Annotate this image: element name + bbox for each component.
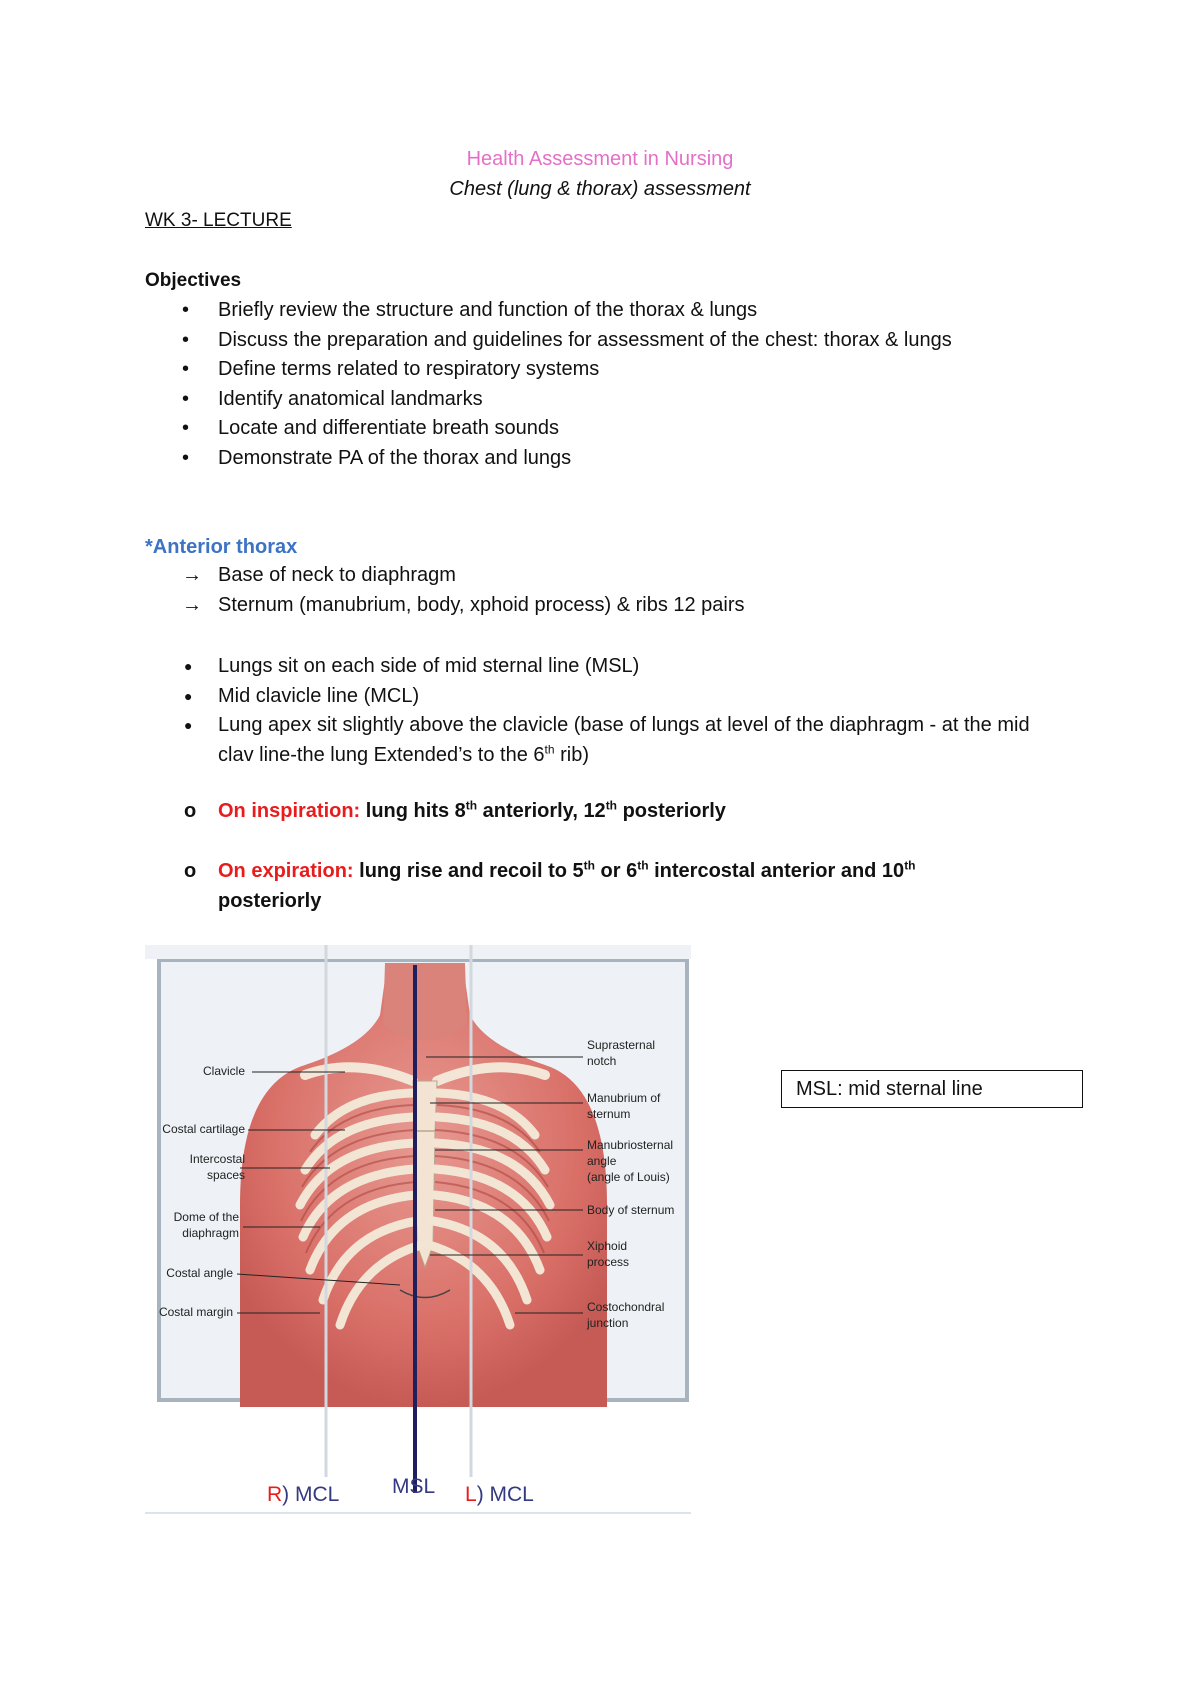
label-suprasternal: Suprasternal — [587, 1038, 656, 1052]
label-costal-cartilage: Costal cartilage — [162, 1122, 245, 1136]
neck-shape — [383, 963, 467, 1040]
label-left-mcl: L) MCL — [465, 1483, 534, 1506]
label-dome-of-the: Dome of the — [173, 1210, 239, 1224]
label-costochondral: Costochondral — [587, 1300, 665, 1314]
bullet-marker: • — [182, 446, 190, 469]
label-intercostal: Intercostal — [189, 1152, 245, 1166]
document-subtitle: Chest (lung & thorax) assessment — [449, 178, 751, 200]
anterior-arrow-list — [182, 561, 745, 620]
list-item: • Discuss the preparation and guidelines for assessment of the chest: thorax & lungs — [182, 326, 952, 356]
label-right-mcl: R) MCL — [267, 1483, 340, 1506]
inspiration-label: On inspiration: — [218, 800, 361, 822]
frame-top-band — [145, 945, 691, 959]
label-msl: MSL — [392, 1475, 436, 1498]
label-process: process — [587, 1255, 630, 1269]
list-item: ● Lung apex sit slightly above the clavicle (base of lungs at level of the diaphragm - at the mid clav line-the lung Extended’s to the 6th rib) — [182, 711, 1062, 770]
bullet-marker: • — [182, 417, 190, 440]
anterior-thorax-heading: *Anterior thorax — [145, 536, 298, 558]
expiration-item: o On expiration: lung rise and recoil to 5th or 6th intercostal anterior and 10th posteriorly — [184, 858, 916, 912]
label-costal-angle: Costal angle — [166, 1266, 233, 1280]
list-item: • Locate and differentiate breath sounds — [182, 414, 952, 444]
circle-marker: o — [184, 860, 197, 882]
dot-marker: ● — [184, 717, 193, 734]
list-item: • Briefly review the structure and function of the thorax & lungs — [182, 296, 952, 326]
bullet-marker: • — [182, 387, 190, 410]
list-item: • Define terms related to respiratory systems — [182, 355, 952, 385]
label-spaces: spaces — [206, 1168, 245, 1182]
inspiration-item: o On inspiration: lung hits 8th anteriorly, 12th posteriorly — [182, 797, 1098, 827]
list-item: → Base of neck to diaphragm — [182, 561, 745, 591]
label-diaphragm: diaphragm — [182, 1226, 239, 1240]
dot-marker: ● — [184, 687, 193, 704]
document-title: Health Assessment in Nursing — [466, 148, 734, 170]
bullet-marker: • — [182, 299, 190, 321]
circle-marker: o — [184, 800, 197, 822]
label-angle: angle — [587, 1154, 617, 1168]
label-body-of-sternum: Body of sternum — [587, 1203, 675, 1217]
msl-callout-box: MSL: mid sternal line — [781, 1070, 1083, 1108]
list-item: ● Mid clavicle line (MCL) — [182, 682, 1062, 712]
label-xiphoid: Xiphoid — [587, 1239, 628, 1253]
bullet-marker: • — [182, 328, 190, 351]
thorax-diagram — [145, 945, 691, 1515]
arrow-marker: → — [182, 564, 202, 586]
label-notch: notch — [587, 1054, 617, 1068]
label-costal-margin: Costal margin — [158, 1305, 233, 1319]
label-manubriosternal: Manubriosternal — [587, 1138, 674, 1152]
label-junction: junction — [587, 1316, 629, 1330]
list-item: • Demonstrate PA of the thorax and lungs — [182, 444, 952, 474]
label-manubrium-of: Manubrium of — [587, 1091, 661, 1105]
objectives-heading: Objectives — [145, 270, 242, 291]
label-clavicle: Clavicle — [202, 1064, 245, 1078]
list-item: → Sternum (manubrium, body, xphoid process) & ribs 12 pairs — [182, 591, 745, 621]
arrow-marker: → — [182, 593, 202, 616]
anterior-dot-list — [182, 652, 1062, 770]
list-item: ● Lungs sit on each side of mid sternal line (MSL) — [182, 652, 1062, 682]
list-item: • Identify anatomical landmarks — [182, 385, 952, 415]
dot-marker: ● — [184, 658, 193, 674]
lecture-heading: WK 3- LECTURE — [145, 210, 292, 231]
label-sternum: sternum — [587, 1107, 631, 1121]
thorax-diagram-svg — [145, 945, 691, 1515]
label-angle-of-louis: (angle of Louis) — [587, 1170, 670, 1184]
expiration-label: On expiration: — [218, 860, 354, 882]
objectives-list — [182, 296, 952, 474]
bullet-marker: • — [182, 358, 190, 381]
